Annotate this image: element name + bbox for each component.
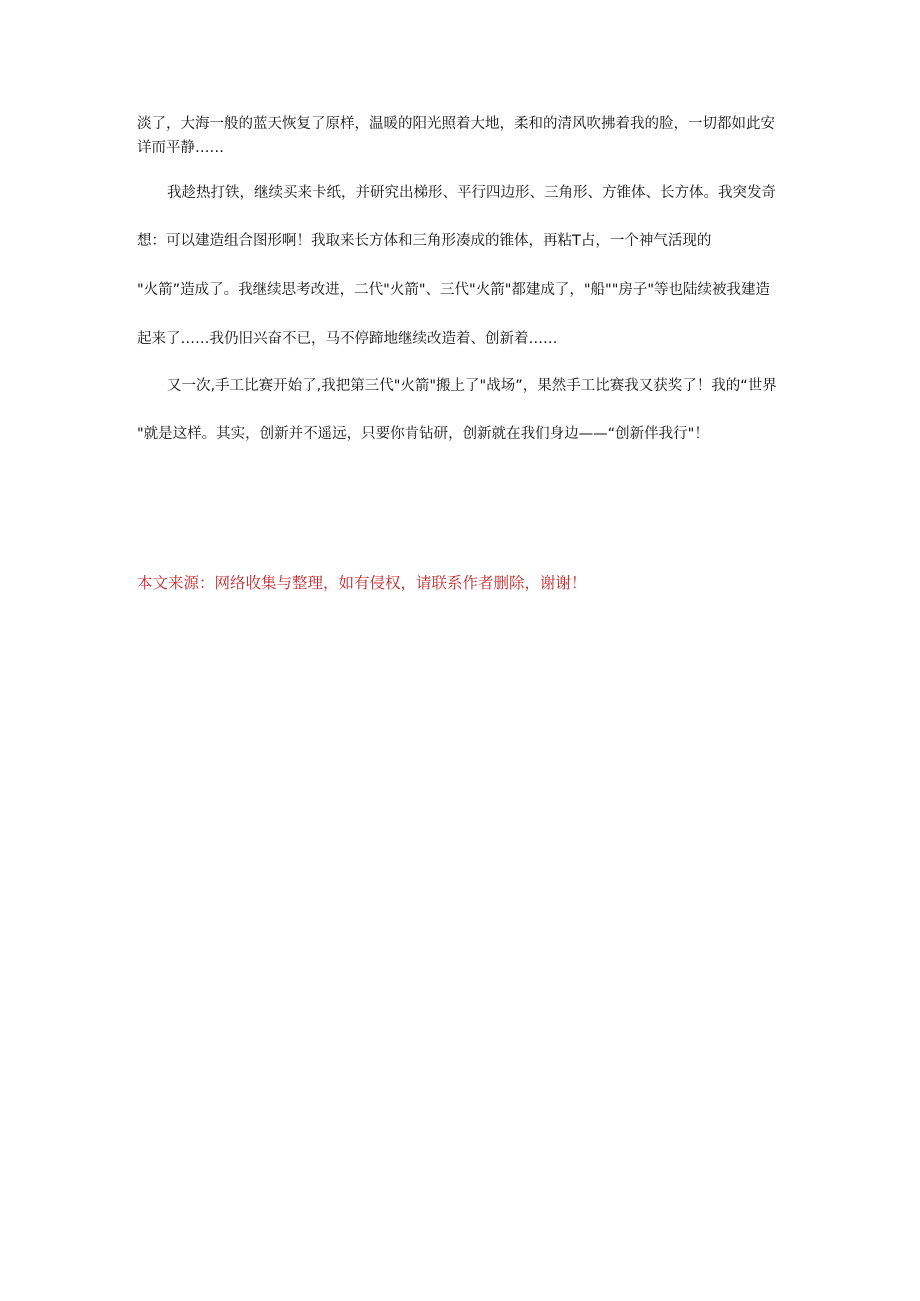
source-note: 本文来源：网络收集与整理，如有侵权，请联系作者删除，谢谢！ [137,574,587,592]
paragraph-2-line-2: 想：可以建造组合图形啊！我取来长方体和三角形凑成的锥体，再粘T占，一个神气活现的 [137,233,712,249]
paragraph-1-line-2: 详而平静…… [137,140,224,156]
paragraph-2-line-4: 起来了……我仍旧兴奋不已，马不停蹄地继续改造着、创新着…… [137,331,558,347]
paragraph-3-line-2: "就是这样。其实，创新并不遥远，只要你肯钻研，创新就在我们身边——“创新伴我行"！ [137,426,709,442]
paragraph-3-line-1: 又一次,手工比赛开始了,我把第三代"火箭"搬上了"战场”，果然手工比赛我又获奖了！我的“世界 [167,378,777,394]
paragraph-1-line-1: 淡了，大海一般的蓝天恢复了原样，温暖的阳光照着大地，柔和的清风吹拂着我的脸，一切都如此安 [137,116,775,132]
paragraph-2-line-3: "火箭”造成了。我继续思考改进，二代"火箭"、三代"火箭"都建成了，"船""房子"等也陆续被我建造 [137,282,771,298]
paragraph-2-line-1: 我趁热打铁，继续买来卡纸，并研究出梯形、平行四边形、三角形、方锥体、长方体。我突发奇 [167,185,776,201]
